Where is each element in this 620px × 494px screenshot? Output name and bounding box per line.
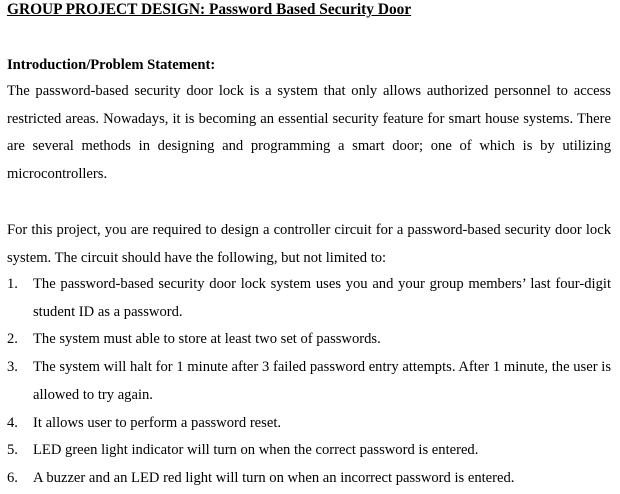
list-item-text: The system must able to store at least two set of passwords.: [33, 331, 381, 348]
list-item-number: 1.: [7, 276, 18, 292]
document-title: GROUP PROJECT DESIGN: Password Based Security Door: [7, 1, 412, 18]
list-item-number: 3.: [7, 359, 18, 376]
list-item-number: 4.: [7, 414, 18, 431]
list-item: [7, 354, 611, 409]
project-paragraph: For this project, you are required to design a controller circuit for a password-based security door lock system. The circuit should have the following, but not limited to:: [7, 222, 611, 266]
list-item-number: 2.: [7, 331, 18, 348]
intro-paragraph: The password-based security door lock is a system that only allows authorized personnel to access restricted areas. Nowadays, it is becoming an essential security feature for smart house systems. There are several methods in designing and programming a smart door; one of which is by utilizing microcontrollers.: [7, 83, 611, 183]
list-item: [7, 410, 611, 438]
list-item: [7, 271, 611, 326]
list-item-text: It allows user to perform a password reset.: [33, 414, 282, 431]
list-item: [7, 437, 611, 465]
list-item-text: The system will halt for 1 minute after 3 failed password entry attempts. After 1 minute, the user is allowed to try again.: [33, 359, 611, 403]
section-heading: Introduction/Problem Statement:: [7, 57, 216, 73]
list-item-text: A buzzer and an LED red light will turn on when an incorrect password is entered.: [33, 469, 515, 486]
list-item-number: 5.: [7, 442, 18, 459]
list-item: [7, 326, 611, 354]
list-item-text: The password-based security door lock system uses you and your group members’ last four-digit student ID as a password.: [33, 276, 611, 320]
list-item-number: 6.: [7, 469, 18, 486]
list-item: [7, 465, 611, 493]
requirements-list: [7, 271, 611, 493]
list-item-text: LED green light indicator will turn on when the correct password is entered.: [33, 442, 479, 459]
